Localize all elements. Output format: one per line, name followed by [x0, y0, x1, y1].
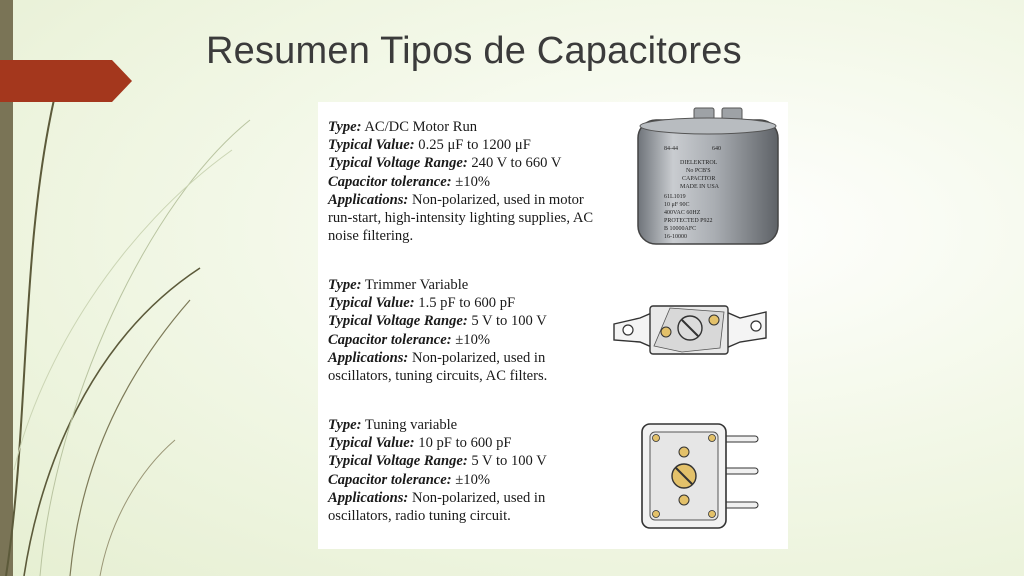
can-label-line4: PROTECTED P922: [664, 218, 713, 224]
can-label-line1: 61L1019: [664, 194, 686, 200]
motor-run-capacitor-image: [634, 106, 784, 248]
applications-label: Applications:: [328, 489, 409, 506]
voltage-label: Typical Voltage Range:: [328, 453, 468, 470]
value-value: 10 pF to 600 pF: [418, 435, 512, 452]
type-value: Tuning variable: [364, 417, 458, 433]
voltage-label: Typical Voltage Range:: [328, 313, 468, 330]
tolerance-label: Capacitor tolerance:: [328, 331, 452, 348]
can-label-line3: 400VAC 60HZ: [664, 210, 701, 216]
voltage-value: 5 V to 100 V: [471, 313, 547, 330]
tolerance-label: Capacitor tolerance:: [328, 471, 452, 488]
can-label-number: 640: [712, 146, 721, 152]
voltage-value: 240 V to 660 V: [471, 155, 562, 172]
type-label: Type:: [328, 277, 362, 293]
can-label-line6: 16-10000: [664, 234, 687, 240]
type-value: Trimmer Variable: [364, 277, 469, 293]
tolerance-value: ±10%: [455, 173, 491, 190]
title-accent-flag: [0, 60, 132, 102]
applications-value: Non-polarized, used in oscillators, tuning circuits, AC filters.: [328, 349, 548, 385]
voltage-label: Typical Voltage Range:: [328, 155, 468, 172]
type-value: AC/DC Motor Run: [364, 119, 478, 135]
tolerance-value: ±10%: [455, 331, 491, 348]
capacitor-spec-trimmer: [328, 276, 608, 385]
tuning-capacitor-image: [636, 420, 766, 532]
can-label-line2: 10 μF 90C: [664, 202, 690, 208]
voltage-value: 5 V to 100 V: [471, 453, 547, 470]
capacitor-spec-motor-run: [328, 118, 608, 245]
type-label: Type:: [328, 417, 362, 433]
value-label: Typical Value:: [328, 435, 415, 452]
tolerance-value: ±10%: [455, 471, 491, 488]
applications-value: Non-polarized, used in oscillators, radio tuning circuit.: [328, 489, 546, 525]
can-label-capacitor: CAPACITOR: [682, 176, 716, 182]
slide-title: Resumen Tipos de Capacitores: [206, 30, 742, 72]
capacitor-spec-tuning: [328, 416, 608, 525]
can-label-line5: B 10000AFC: [664, 226, 697, 232]
tolerance-label: Capacitor tolerance:: [328, 173, 452, 190]
can-label-code: 84-44: [664, 146, 678, 152]
can-label-pcb: No PCB'S: [686, 168, 711, 174]
applications-label: Applications:: [328, 349, 409, 366]
value-label: Typical Value:: [328, 137, 415, 154]
value-value: 1.5 pF to 600 pF: [418, 295, 516, 312]
applications-value: Non-polarized, used in motor run-start, high-intensity lighting supplies, AC noise filtering.: [328, 191, 594, 245]
trimmer-capacitor-image: [610, 290, 770, 370]
can-label-brand: DIELEKTROL: [680, 160, 718, 166]
can-label-made: MADE IN USA: [680, 184, 719, 190]
type-label: Type:: [328, 119, 362, 135]
applications-label: Applications:: [328, 191, 409, 208]
value-value: 0.25 μF to 1200 μF: [418, 137, 531, 154]
capacitor-table-image: [318, 102, 788, 549]
value-label: Typical Value:: [328, 295, 415, 312]
